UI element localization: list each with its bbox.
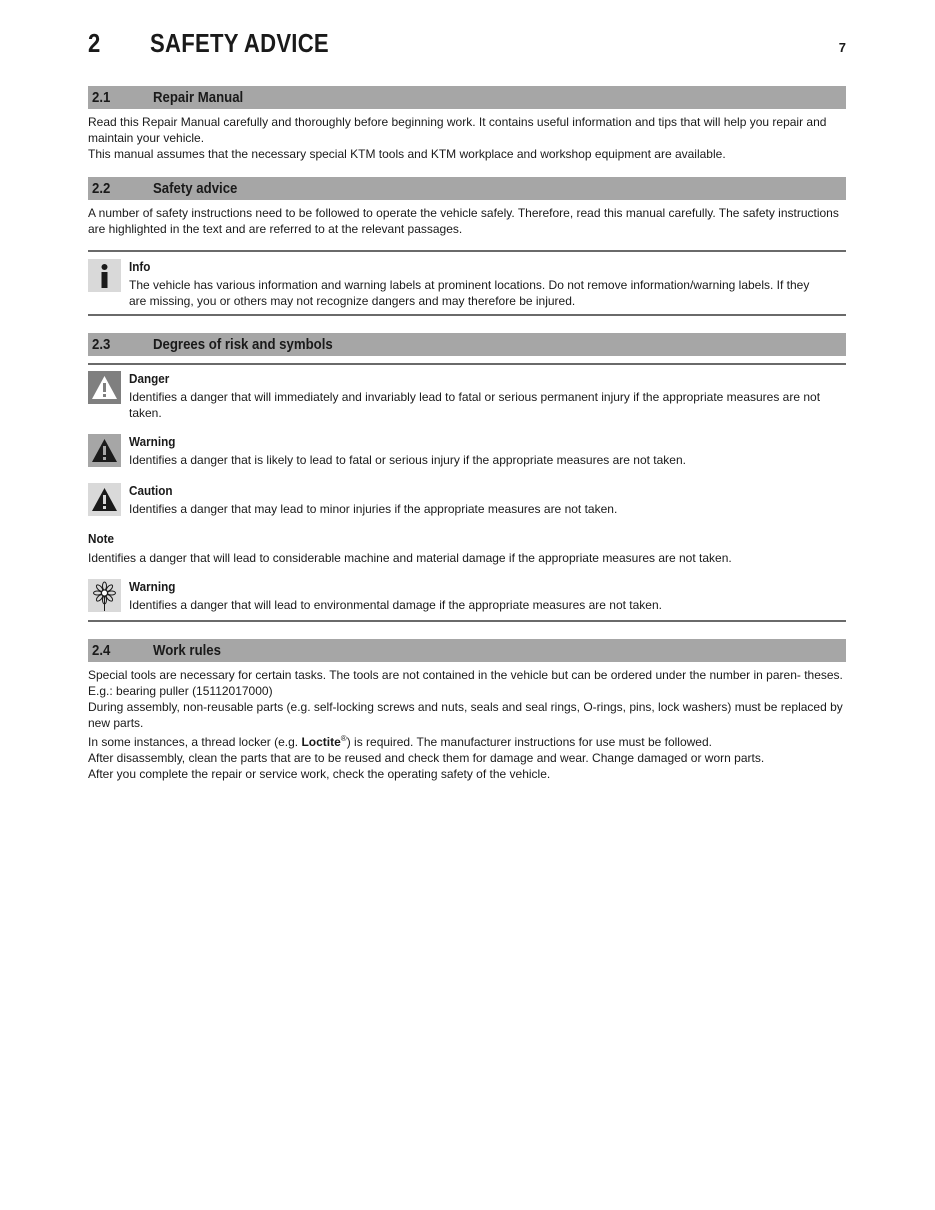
divider [88,363,846,365]
paragraph: A number of safety instructions need to be followed to operate the vehicle safely. Therefore, read this manual carefully. The safety instructions are highlighted in the text and are referred to at the relevant passages. [88,206,839,236]
notice-text: Identifies a danger that will immediately and invariably lead to fatal or serious permanent injury if the appropriate measures are not taken. [129,390,821,420]
section-title: Repair Manual [153,89,244,106]
paragraph: Special tools are necessary for certain tasks. The tools are not contained in the vehicle but can be ordered under the number in paren- theses. E.g.: bearing puller (15112017000) [88,668,843,698]
notice-title: Danger [129,371,170,386]
page-number: 7 [838,40,846,55]
paragraph: During assembly, non-reusable parts (e.g. self-locking screws and nuts, seals and seal rings, O-rings, pins, lock washers) must be replaced by new parts. [88,700,843,730]
notice-text: The vehicle has various information and warning labels at prominent locations. Do not remove information/warning labels. If they are missing, you or others may not recognize dangers and may therefore be injured. [129,278,810,308]
section-header-repair-manual [88,86,846,109]
danger-notice [88,371,846,421]
warning-notice [88,434,846,470]
section-number: 2.3 [92,336,111,353]
section-title: Degrees of risk and symbols [153,336,333,353]
notice-title: Info [129,259,151,274]
environment-flower-icon [88,579,121,612]
divider [88,314,846,316]
danger-triangle-icon [88,371,121,404]
notice-text: Identifies a danger that will lead to environmental damage if the appropriate measures are not taken. [129,598,662,612]
paragraph: Read this Repair Manual carefully and thoroughly before beginning work. It contains useful information and tips that will help you repair and maintain your vehicle. [88,115,827,145]
info-notice [88,259,846,309]
paragraph: After you complete the repair or service work, check the operating safety of the vehicle. [88,767,551,781]
caution-notice [88,483,846,519]
section-body-safety-advice [88,205,846,237]
chapter-heading [88,28,846,62]
divider [88,250,846,252]
divider [88,620,846,622]
paragraph: After disassembly, clean the parts that are to be reused and check them for damage and wear. Change damaged or worn parts. [88,751,765,765]
section-number: 2.4 [92,642,111,659]
section-header-degrees-of-risk [88,333,846,356]
notice-text: Identifies a danger that is likely to lead to fatal or serious injury if the appropriate measures are not taken. [129,453,686,467]
section-header-safety-advice [88,177,846,200]
section-header-work-rules [88,639,846,662]
notice-title: Warning [129,434,176,449]
warning-triangle-icon [88,434,121,467]
paragraph: This manual assumes that the necessary special KTM tools and KTM workplace and workshop equipment are available. [88,147,726,161]
notice-title: Warning [129,579,176,594]
caution-triangle-icon [88,483,121,516]
notice-text: Identifies a danger that may lead to minor injuries if the appropriate measures are not taken. [129,502,618,516]
section-body-work-rules [88,667,846,782]
section-number: 2.2 [92,180,111,197]
notice-title: Caution [129,483,173,498]
paragraph-loctite: In some instances, a thread locker (e.g. Loctite®) is required. The manufacturer instructions for use must be followed. [88,734,712,749]
environment-warning-notice [88,579,846,615]
info-icon [88,259,121,292]
loctite-product-name: Loctite [301,735,341,749]
note-text: Identifies a danger that will lead to considerable machine and material damage if the appropriate measures are not taken. [88,551,732,565]
section-number: 2.1 [92,89,111,106]
section-body-repair-manual [88,114,846,162]
note-title: Note [88,531,115,546]
chapter-title: SAFETY ADVICE [150,28,329,58]
chapter-number: 2 [88,28,101,58]
section-title: Safety advice [153,180,238,197]
section-title: Work rules [153,642,221,659]
